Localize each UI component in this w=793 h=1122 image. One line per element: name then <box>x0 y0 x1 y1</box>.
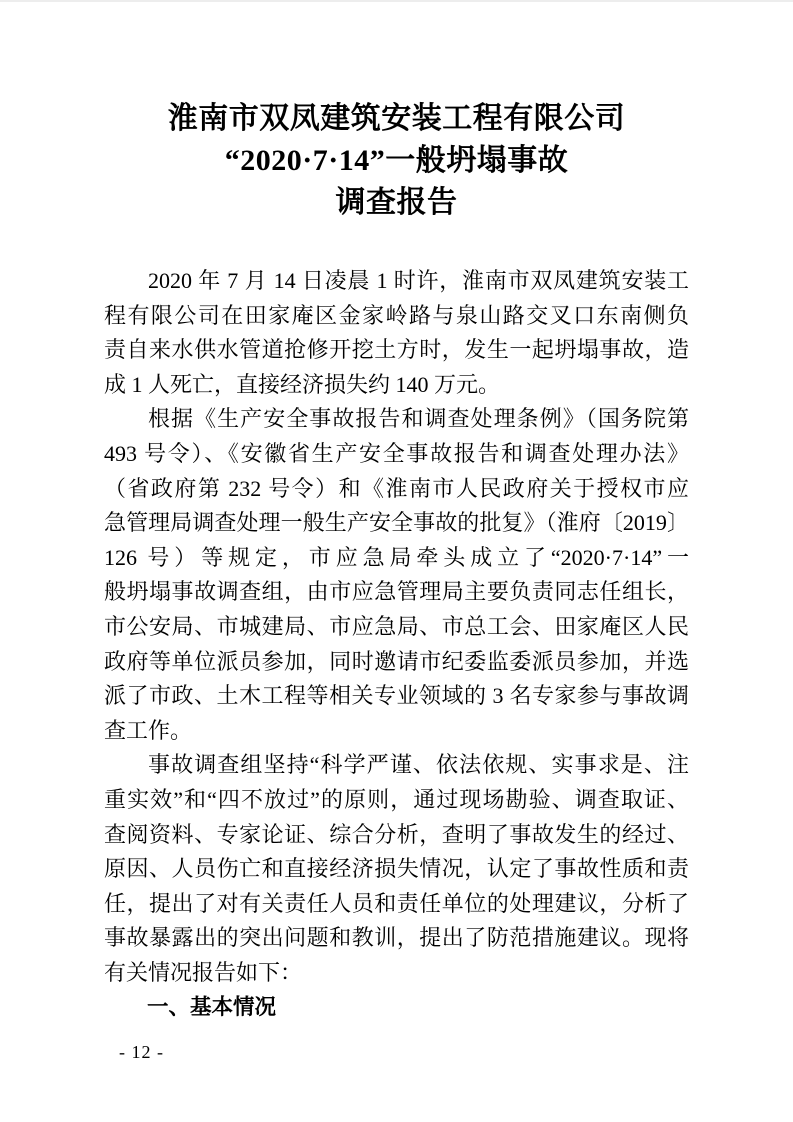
text-line: 根据《生产安全事故报告和调查处理条例》（国务院第 <box>148 406 689 432</box>
title-line-report: 调查报告 <box>335 186 458 219</box>
text-line: 事故暴露出的突出问题和教训，提出了防范措施建议。现将 <box>104 925 689 951</box>
text-line: 政府等单位派员参加，同时邀请市纪委监委派员参加，并选 <box>104 648 689 674</box>
text-line: 2020 年 7 月 14 日凌晨 1 时许，淮南市双凤建筑安装工 <box>148 268 689 293</box>
paragraph-accident-overview <box>104 264 689 402</box>
paragraph-investigation-basis <box>104 402 689 748</box>
text-line: 有关情况报告如下： <box>104 959 303 985</box>
page-number: - 12 - <box>119 1042 164 1062</box>
text-line: 般坍塌事故调查组，由市应急管理局主要负责同志任组长， <box>104 579 689 605</box>
text-line: 查阅资料、专家论证、综合分析，查明了事故发生的经过、 <box>104 821 689 847</box>
title-line-company: 淮南市双凤建筑安装工程有限公司 <box>167 102 626 135</box>
section-heading-basic-info: 一、基本情况 <box>147 995 277 1020</box>
paragraph-investigation-principles <box>104 748 689 990</box>
text-line: 急管理局调查处理一般生产安全事故的批复》（淮府〔2019〕 <box>104 510 689 536</box>
text-line: 成 1 人死亡，直接经济损失约 140 万元。 <box>104 371 501 397</box>
text-line: 市公安局、市城建局、市应急局、市总工会、田家庵区人民 <box>104 613 689 639</box>
text-line: 程有限公司在田家庵区金家岭路与泉山路交叉口东南侧负 <box>104 302 689 328</box>
text-line: 重实效”和“四不放过”的原则，通过现场勘验、调查取证、 <box>104 786 689 812</box>
text-line: 责自来水供水管道抢修开挖土方时，发生一起坍塌事故，造 <box>104 337 689 363</box>
text-line: （省政府第 232 号令）和《淮南市人民政府关于授权市应 <box>104 475 689 501</box>
text-line: 原因、人员伤亡和直接经济损失情况，认定了事故性质和责 <box>104 856 689 882</box>
text-line: 事故调查组坚持“科学严谨、依法依规、实事求是、注 <box>148 752 689 778</box>
report-body <box>104 264 689 1025</box>
title-line-accident: “2020·7·14”一般坍塌事故 <box>224 144 569 177</box>
text-line: 查工作。 <box>104 717 193 743</box>
text-line: 493 号令）、《安徽省生产安全事故报告和调查处理办法》 <box>104 440 689 466</box>
text-line: 任，提出了对有关责任人员和责任单位的处理建议，分析了 <box>104 890 689 916</box>
report-title <box>104 98 689 224</box>
text-line: 派了市政、土木工程等相关专业领域的 3 名专家参与事故调 <box>104 683 689 709</box>
text-line: 126 号）等规定，市应急局牵头成立了“2020·7·14”一 <box>104 544 689 570</box>
